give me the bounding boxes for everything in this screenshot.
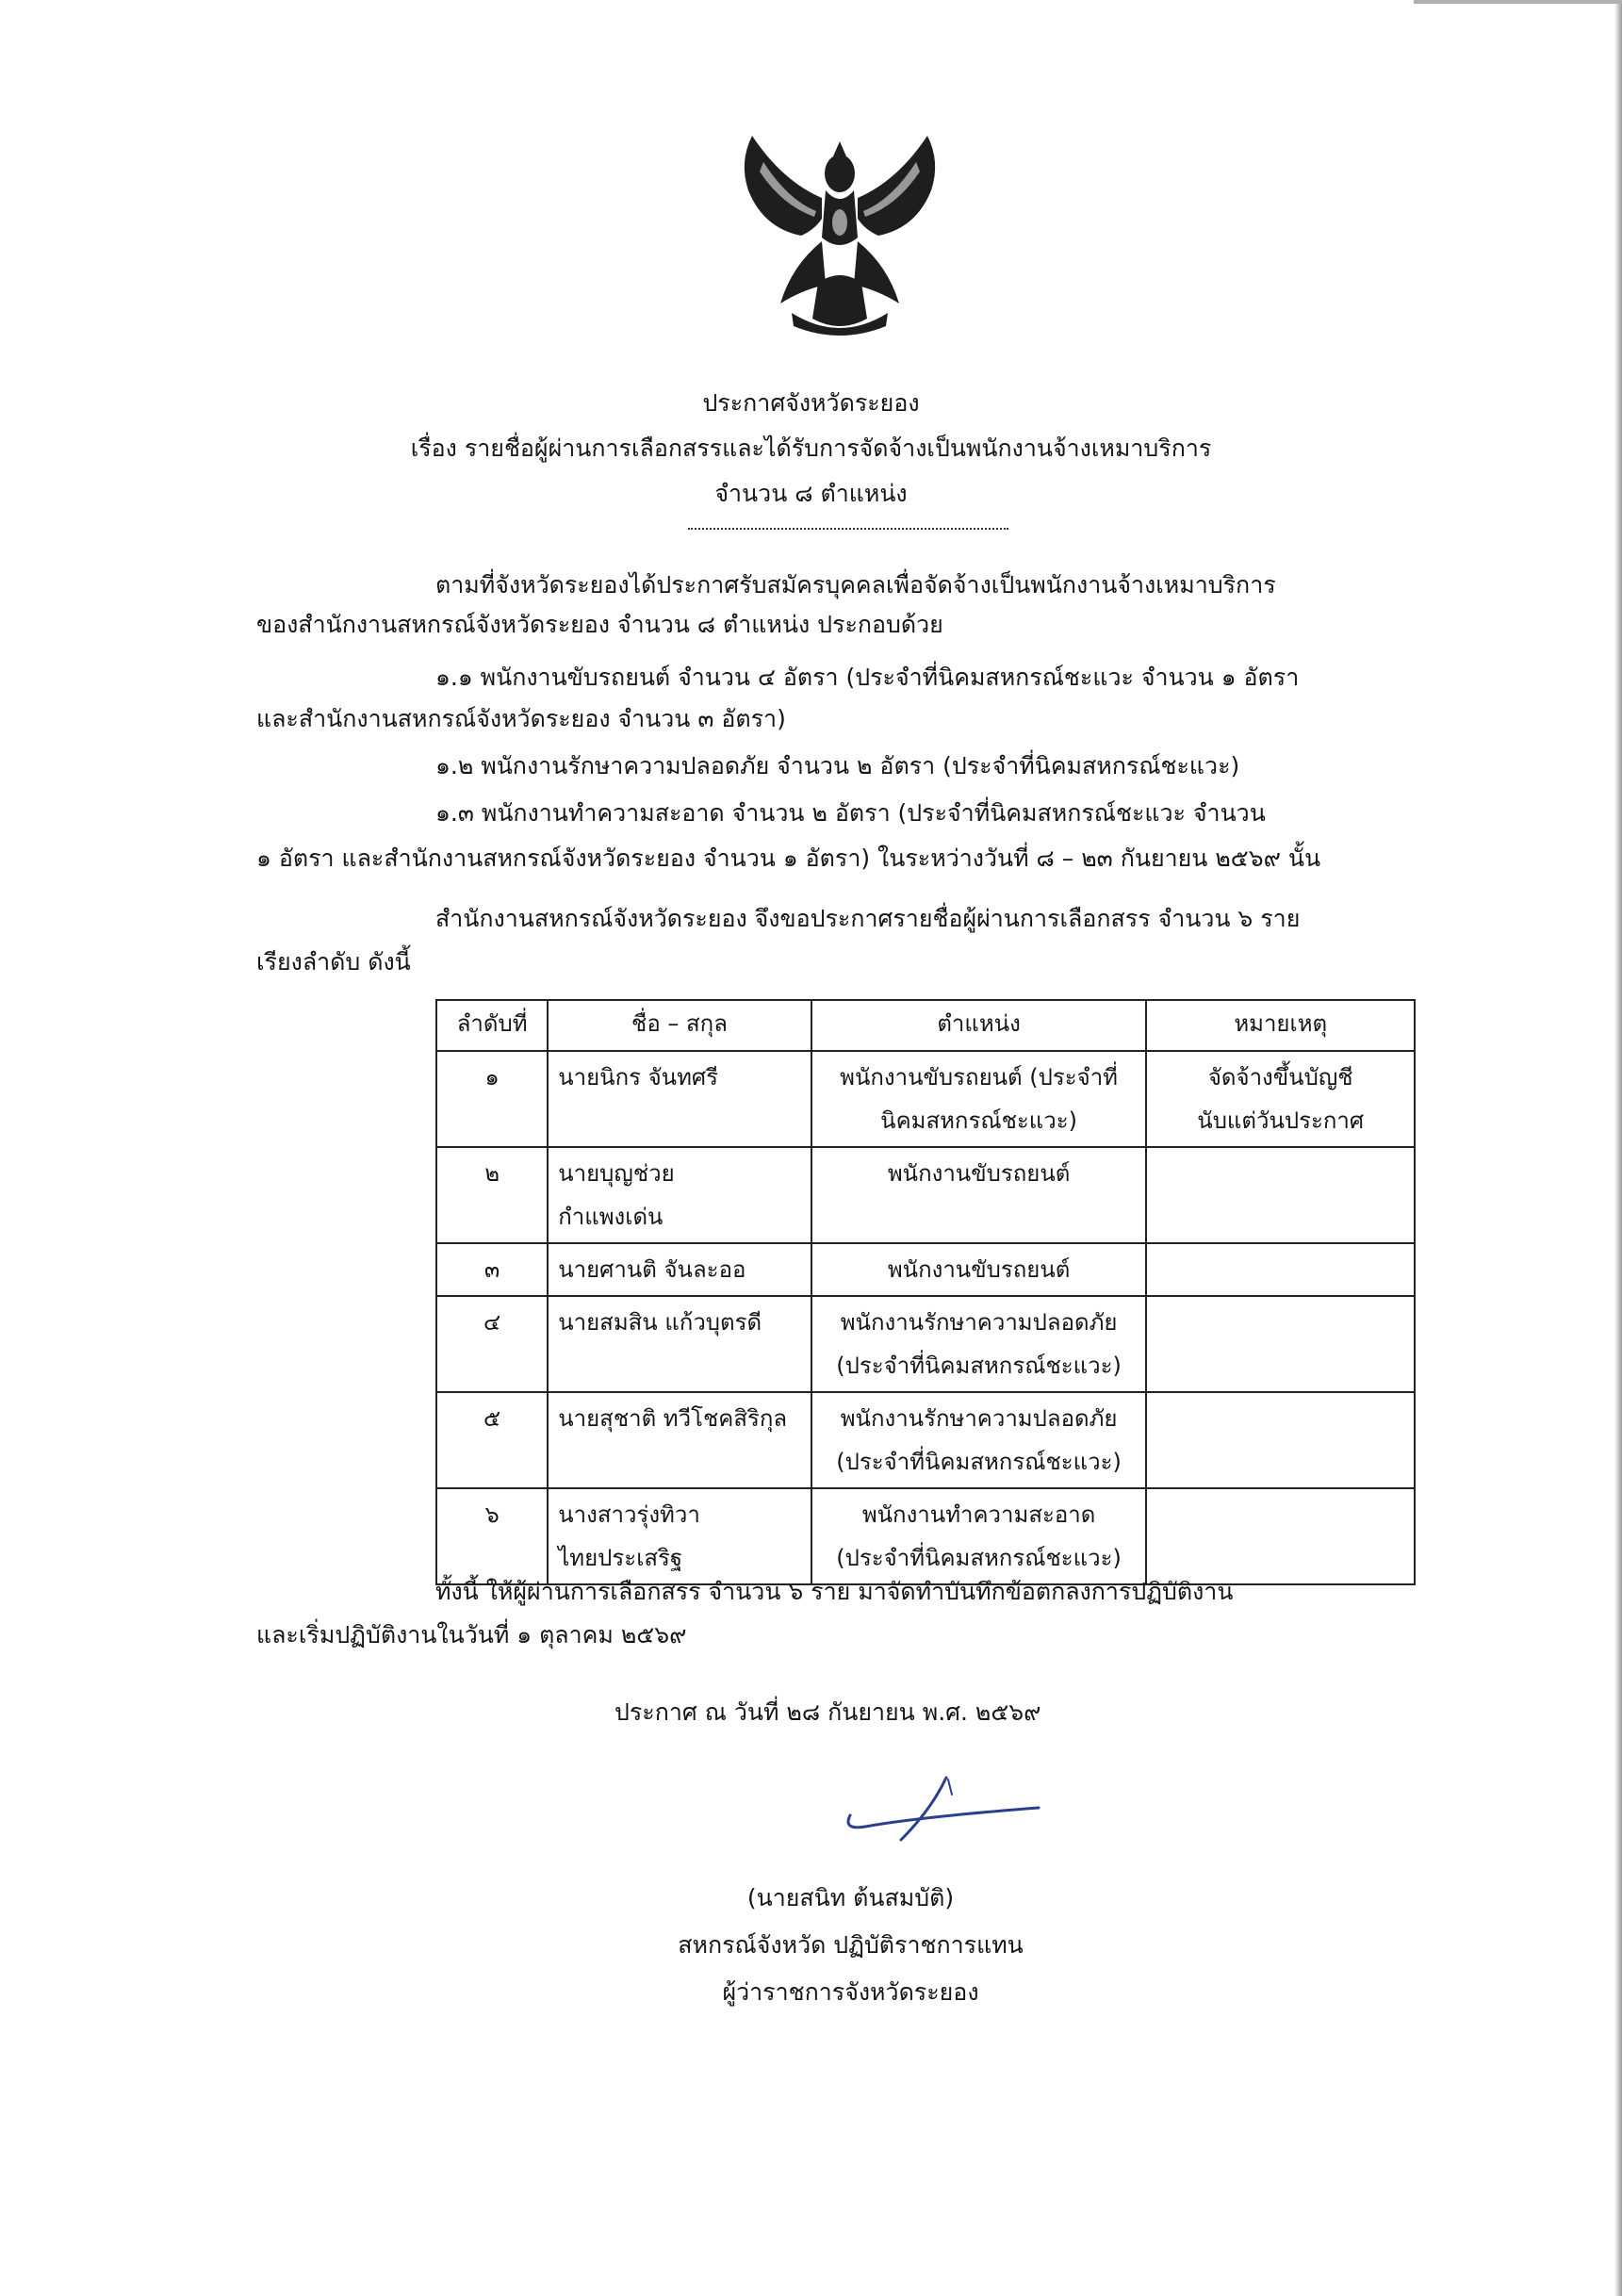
handwritten-signature <box>841 1772 1048 1857</box>
announcement-count: จำนวน ๘ ตำแหน่ง <box>714 480 908 507</box>
row-position: พนักงานรักษาความปลอดภัย (ประจำที่นิคมสหกรณ์ชะแวะ) <box>811 1296 1147 1392</box>
table-row <box>436 1488 1415 1584</box>
header-remark: หมายเหตุ <box>1146 1000 1415 1051</box>
row-position: พนักงานขับรถยนต์ <box>811 1243 1147 1296</box>
row-name: นายสุชาติ ทวีโชคสิริกุล <box>548 1392 811 1488</box>
table-header-row <box>436 1000 1415 1051</box>
row-position: พนักงานทำความสะอาด (ประจำที่นิคมสหกรณ์ชะแวะ) <box>811 1488 1147 1584</box>
announcement-date: ประกาศ ณ วันที่ ๒๘ กันยายน พ.ศ. ๒๕๖๙ <box>614 1698 1041 1726</box>
row-name: นายบุญช่วย กำแพงเด่น <box>548 1147 811 1243</box>
paragraph-2-line-1: สำนักงานสหกรณ์จังหวัดระยอง จึงขอประกาศรายชื่อผู้ผ่านการเลือกสรร จำนวน ๖ ราย <box>435 905 1301 932</box>
table-row <box>436 1051 1415 1147</box>
item-1-3-line-2: ๑ อัตรา และสำนักงานสหกรณ์จังหวัดระยอง จำนวน ๑ อัตรา) ในระหว่างวันที่ ๘ – ๒๓ กันยายน ๒๕๖๙ นั้น <box>256 845 1321 872</box>
row-number: ๔ <box>436 1296 548 1392</box>
row-position: พนักงานขับรถยนต์ (ประจำที่ นิคมสหกรณ์ชะแวะ) <box>811 1051 1147 1147</box>
row-number: ๑ <box>436 1051 548 1147</box>
paragraph-3-line-2: และเริ่มปฏิบัติงานในวันที่ ๑ ตุลาคม ๒๕๖๙ <box>256 1621 687 1648</box>
paragraph-3-line-1: ทั้งนี้ ให้ผู้ผ่านการเลือกสรร จำนวน ๖ ราย มาจัดทำบันทึกข้อตกลงการปฏิบัติงาน <box>435 1578 1234 1605</box>
row-remark <box>1146 1488 1415 1584</box>
row-remark <box>1146 1392 1415 1488</box>
item-1-3-line-1: ๑.๓ พนักงานทำความสะอาด จำนวน ๒ อัตรา (ประจำที่นิคมสหกรณ์ชะแวะ จำนวน <box>435 799 1266 827</box>
signatory-title: สหกรณ์จังหวัด ปฏิบัติราชการแทน <box>678 1931 1024 1959</box>
paragraph-1-line-2: ของสำนักงานสหกรณ์จังหวัดระยอง จำนวน ๘ ตำแหน่ง ประกอบด้วย <box>256 611 943 638</box>
row-position: พนักงานรักษาความปลอดภัย (ประจำที่นิคมสหกรณ์ชะแวะ) <box>811 1392 1147 1488</box>
row-name: นายสมสิน แก้วบุตรดี <box>548 1296 811 1392</box>
row-number: ๒ <box>436 1147 548 1243</box>
item-1-1-line-1: ๑.๑ พนักงานขับรถยนต์ จำนวน ๔ อัตรา (ประจำที่นิคมสหกรณ์ชะแวะ จำนวน ๑ อัตรา <box>435 664 1300 691</box>
header-position: ตำแหน่ง <box>811 1000 1147 1051</box>
item-1-2-line-1: ๑.๒ พนักงานรักษาความปลอดภัย จำนวน ๒ อัตรา (ประจำที่นิคมสหกรณ์ชะแวะ) <box>435 752 1240 779</box>
row-remark <box>1146 1243 1415 1296</box>
row-name: นายนิกร จันทศรี <box>548 1051 811 1147</box>
row-remark: จัดจ้างขึ้นบัญชี นับแต่วันประกาศ <box>1146 1051 1415 1147</box>
table-row <box>436 1147 1415 1243</box>
item-1-1-line-2: และสำนักงานสหกรณ์จังหวัดระยอง จำนวน ๓ อัตรา) <box>256 705 786 732</box>
row-name: นายศานติ จันละออ <box>548 1243 811 1296</box>
signatory-on-behalf: ผู้ว่าราชการจังหวัดระยอง <box>722 1978 979 2006</box>
results-table <box>435 999 1416 1585</box>
paragraph-2-line-2: เรียงลำดับ ดังนี้ <box>256 948 411 976</box>
signatory-name: (นายสนิท ต้นสมบัติ) <box>746 1884 955 1911</box>
row-number: ๓ <box>436 1243 548 1296</box>
row-number: ๖ <box>436 1488 548 1584</box>
scan-edge-top <box>1414 0 1622 4</box>
announcement-title: ประกาศจังหวัดระยอง <box>702 389 920 417</box>
table-row <box>436 1296 1415 1392</box>
paragraph-1-line-1: ตามที่จังหวัดระยองได้ประกาศรับสมัครบุคคลเพื่อจัดจ้างเป็นพนักงานจ้างเหมาบริการ <box>435 571 1276 599</box>
table-row <box>436 1243 1415 1296</box>
row-number: ๕ <box>436 1392 548 1488</box>
header-name: ชื่อ – สกุล <box>548 1000 811 1051</box>
row-remark <box>1146 1147 1415 1243</box>
garuda-emblem <box>735 124 944 345</box>
announcement-subject: เรื่อง รายชื่อผู้ผ่านการเลือกสรรและได้รับการจัดจ้างเป็นพนักงานจ้างเหมาบริการ <box>410 435 1212 462</box>
row-name: นางสาวรุ่งทิวา ไทยประเสริฐ <box>548 1488 811 1584</box>
dotted-divider <box>688 528 1008 530</box>
row-remark <box>1146 1296 1415 1392</box>
table-row <box>436 1392 1415 1488</box>
row-position: พนักงานขับรถยนต์ <box>811 1147 1147 1243</box>
header-order: ลำดับที่ <box>436 1000 548 1051</box>
